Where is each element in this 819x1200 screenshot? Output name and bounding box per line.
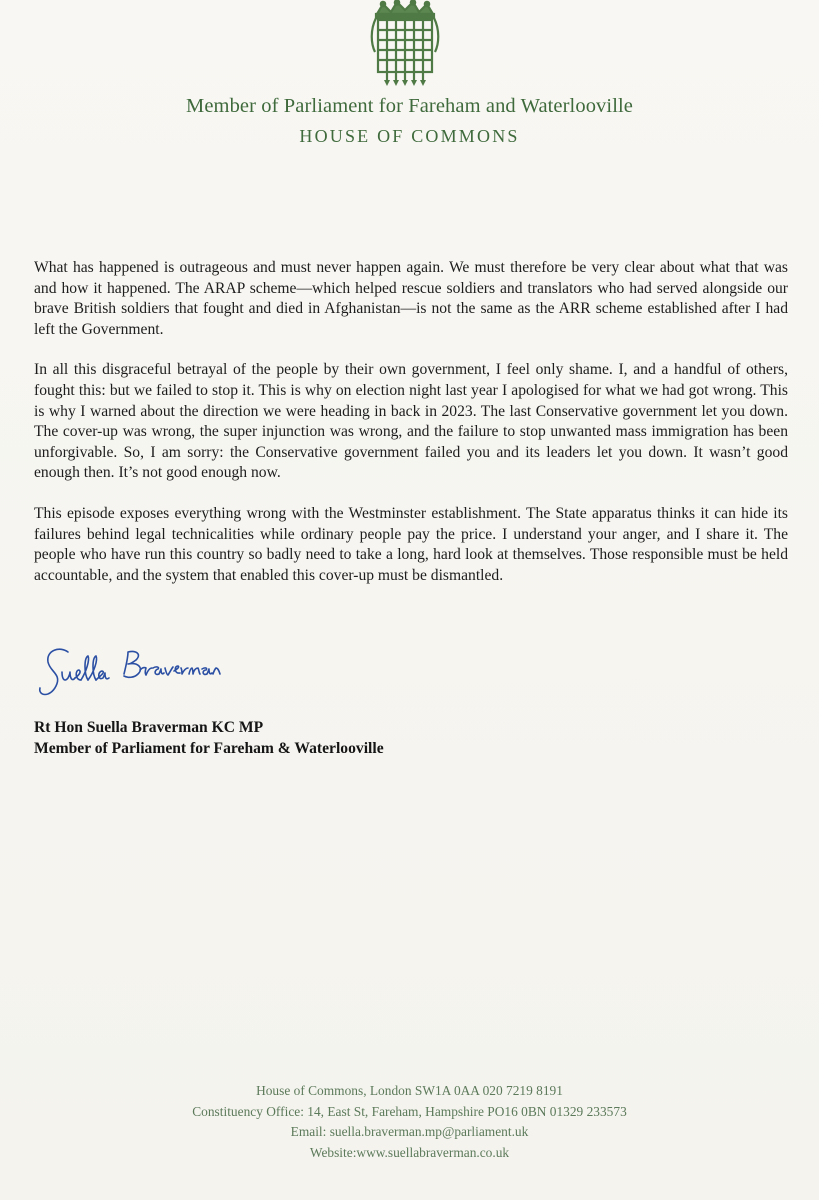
paragraph-3: This episode exposes everything wrong with the Westminster establishment. The State apparatus thinks it can hide its failures behind legal technicalities while ordinary people pay the price. I understand your anger, and I share it. The people who have run this country so badly need to take a long, hard look at themselves. Those responsible must be held accountable, and the system that enabled this cover-up must be dismantled. bbox=[34, 504, 788, 584]
portcullis-icon bbox=[367, 0, 443, 86]
signatory-title: Member of Parliament for Fareham & Waterlooville bbox=[34, 740, 384, 757]
letterhead-constituency: Member of Parliament for Fareham and Waterlooville bbox=[186, 95, 633, 117]
footer-address: House of Commons, London SW1A 0AA 020 7219 8191 bbox=[256, 1083, 563, 1098]
letter-body bbox=[34, 258, 788, 606]
signatory-name: Rt Hon Suella Braverman KC MP bbox=[34, 719, 264, 736]
letter-footer bbox=[0, 1081, 819, 1163]
footer-email: Email: suella.braverman.mp@parliament.uk bbox=[290, 1124, 529, 1139]
handwritten-signature bbox=[32, 640, 252, 710]
footer-constituency: Constituency Office: 14, East St, Fareham, Hampshire PO16 0BN 01329 233573 bbox=[192, 1103, 627, 1119]
paragraph-2: In all this disgraceful betrayal of the people by their own government, I feel only shame. I, and a handful of others, fought this: but we failed to stop it. This is why on election night last year I apologised for what we had got wrong. This is why I warned about the direction we were heading in back in 2023. The last Conservative government let you down. The cover-up was wrong, the super injunction was wrong, and the failure to stop unwanted mass immigration has been unforgivable. So, I am sorry: the Conservative government failed you and its leaders let you down. It wasn’t good enough then. It’s not good enough now. bbox=[34, 361, 788, 482]
letterhead-house: HOUSE OF COMMONS bbox=[299, 126, 520, 146]
footer-website: Website:www.suellabraverman.co.uk bbox=[309, 1144, 510, 1160]
paragraph-1: What has happened is outrageous and must never happen again. We must therefore be very clear about what that was and how it happened. The ARAP scheme—which helped rescue soldiers and translators who had served alongside our brave British soldiers that fought and died in Afghanistan—is not the same as the ARR scheme established after I had left the Government. bbox=[34, 259, 788, 338]
signatory-block bbox=[34, 717, 384, 759]
